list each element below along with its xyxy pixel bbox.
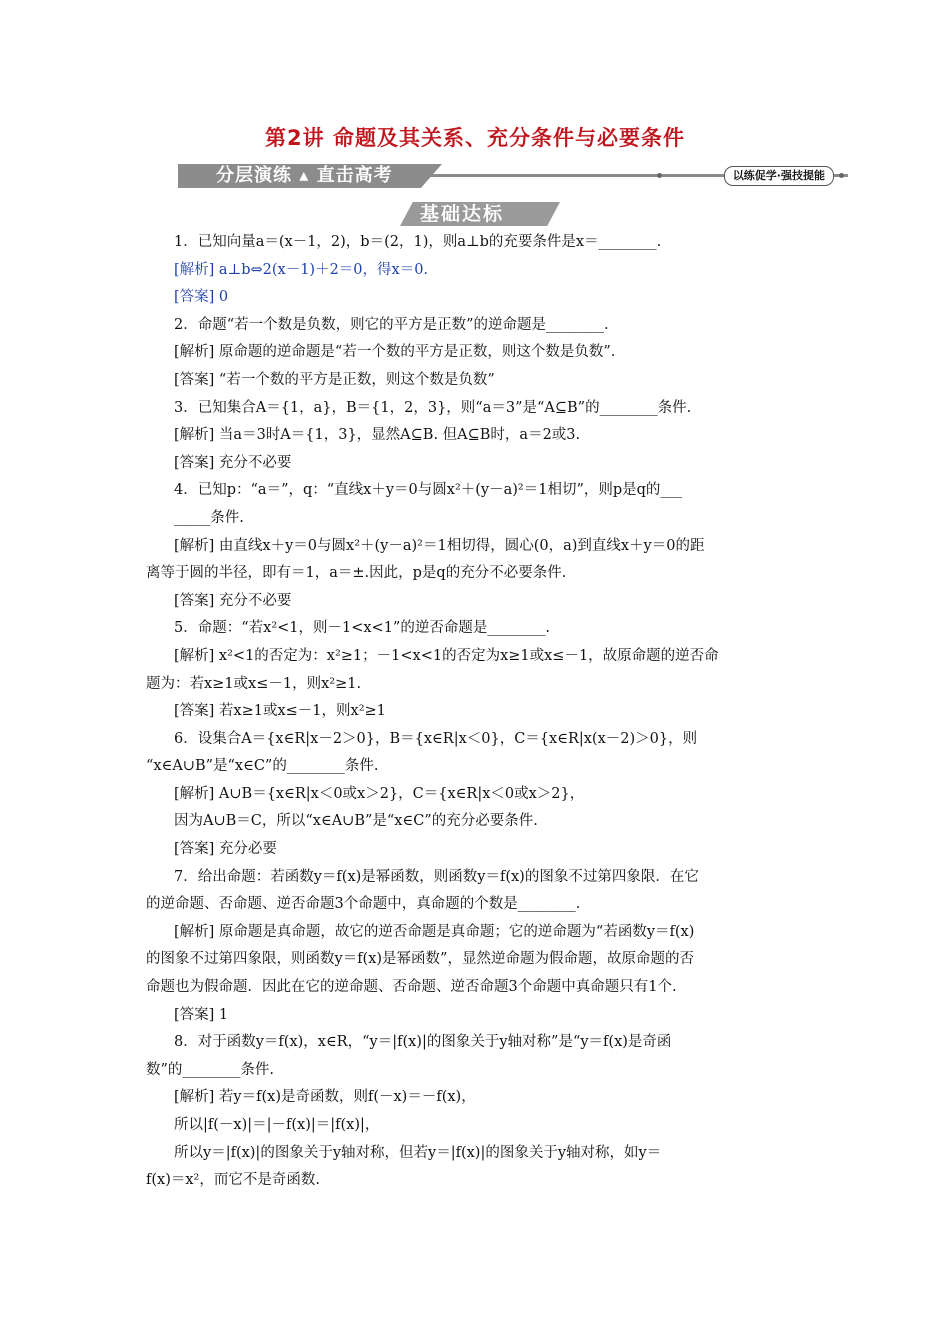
section-heading-label: 基础达标 [420,203,505,225]
text-line: 4．已知p：“a＝”，q：“直线x＋y＝0与圆x²＋(y－a)²＝1相切”，则p是q的___ [174,482,683,499]
text-line: 的图象不过第四象限，则函数y＝f(x)是幂函数”，显然逆命题为假命题，故原命题的否 [146,951,694,968]
text-line: 数”的________条件. [146,1061,275,1078]
banner-dot-left [657,173,662,178]
text-line: [答案] 若x≥1或x≤－1，则x²≥1 [174,703,386,720]
text-line: 6．设集合A＝{x∈R|x－2＞0}，B＝{x∈R|x＜0}，C＝{x∈R|x(x－2)＞0}，则 [174,730,698,747]
banner-left-label: 分层演练 ▴ 直击高考 [216,165,393,186]
text-line: [解析] A∪B＝{x∈R|x＜0或x＞2}，C＝{x∈R|x＜0或x＞2}， [174,785,585,802]
text-line: [解析] a⊥b⇔2(x－1)＋2＝0，得x＝0. [174,261,429,278]
text-line: “x∈A∪B”是“x∈C”的________条件. [146,758,379,775]
text-line: 1．已知向量a＝(x－1，2)，b＝(2，1)，则a⊥b的充要条件是x＝________. [174,234,662,250]
banner-right-badge: 以练促学·强技提能 [724,166,834,186]
text-line: 7．给出命题：若函数y＝f(x)是幂函数，则函数y＝f(x)的图象不过第四象限．在它 [174,868,699,885]
text-line: 2．命题“若一个数是负数，则它的平方是正数”的逆命题是________. [174,316,609,333]
text-line: [答案] 1 [174,1006,229,1023]
text-line: 因为A∪B＝C，所以“x∈A∪B”是“x∈C”的充分必要条件. [174,813,538,830]
text-line: [答案] 0 [174,289,229,306]
text-line: [解析] 原命题是真命题，故它的逆否命题是真命题；它的逆命题为“若函数y＝f(x) [174,923,695,940]
text-line: 所以y＝|f(x)|的图象关于y轴对称，但若y＝|f(x)|的图象关于y轴对称，如y＝ [174,1144,662,1161]
text-line: [解析] 原命题的逆命题是“若一个数的平方是正数，则这个数是负数”. [174,344,616,361]
text-line: 所以|f(－x)|＝|－f(x)|＝|f(x)|， [174,1117,380,1133]
text-line: [解析] 若y＝f(x)是奇函数，则f(－x)＝－f(x)， [174,1089,476,1106]
section-banner [178,164,848,188]
text-line: f(x)＝x²，而它不是奇函数. [146,1172,320,1189]
text-line: [解析] 当a＝3时A＝{1，3}，显然A⊆B. 但A⊆B时，a＝2或3. [174,427,581,444]
text-line: 5．命题：“若x²<1，则－1<x<1”的逆否命题是________. [174,620,550,637]
text-line: _____条件. [174,509,244,526]
text-line: [答案] 充分不必要 [174,592,292,609]
text-line: 3．已知集合A＝{1，a}，B＝{1，2，3}，则“a＝3”是“A⊆B”的________条件. [174,399,692,416]
text-line: [解析] 由直线x＋y＝0与圆x²＋(y－a)²＝1相切得，圆心(0，a)到直线x＋y＝0的距 [174,537,705,554]
text-line: [答案] 充分必要 [174,841,277,858]
text-line: [答案] “若一个数的平方是正数，则这个数是负数” [174,371,495,388]
exercise-content [146,229,806,1195]
text-line: 的逆命题、否命题、逆否命题3个命题中，真命题的个数是________. [146,896,581,913]
text-line: [答案] 充分不必要 [174,454,292,471]
text-line: [解析] x²<1的否定为：x²≥1；－1<x<1的否定为x≥1或x≤－1，故原命题的逆否命 [174,647,719,664]
text-line: 命题也为假命题．因此在它的逆命题、否命题、逆否命题3个命题中真命题只有1个. [146,979,677,996]
text-line: 题为：若x≥1或x≤－1，则x²≥1. [146,675,362,692]
section-heading [390,200,580,228]
page-title: 第2讲 命题及其关系、充分条件与必要条件 [265,126,685,150]
text-line: 离等于圆的半径，即有＝1，a＝±.因此，p是q的充分不必要条件. [146,565,567,582]
text-line: 8．对于函数y＝f(x)，x∈R，“y＝|f(x)|的图象关于y轴对称”是“y＝f(x)是奇函 [174,1034,672,1051]
banner-dot-right [839,173,844,178]
